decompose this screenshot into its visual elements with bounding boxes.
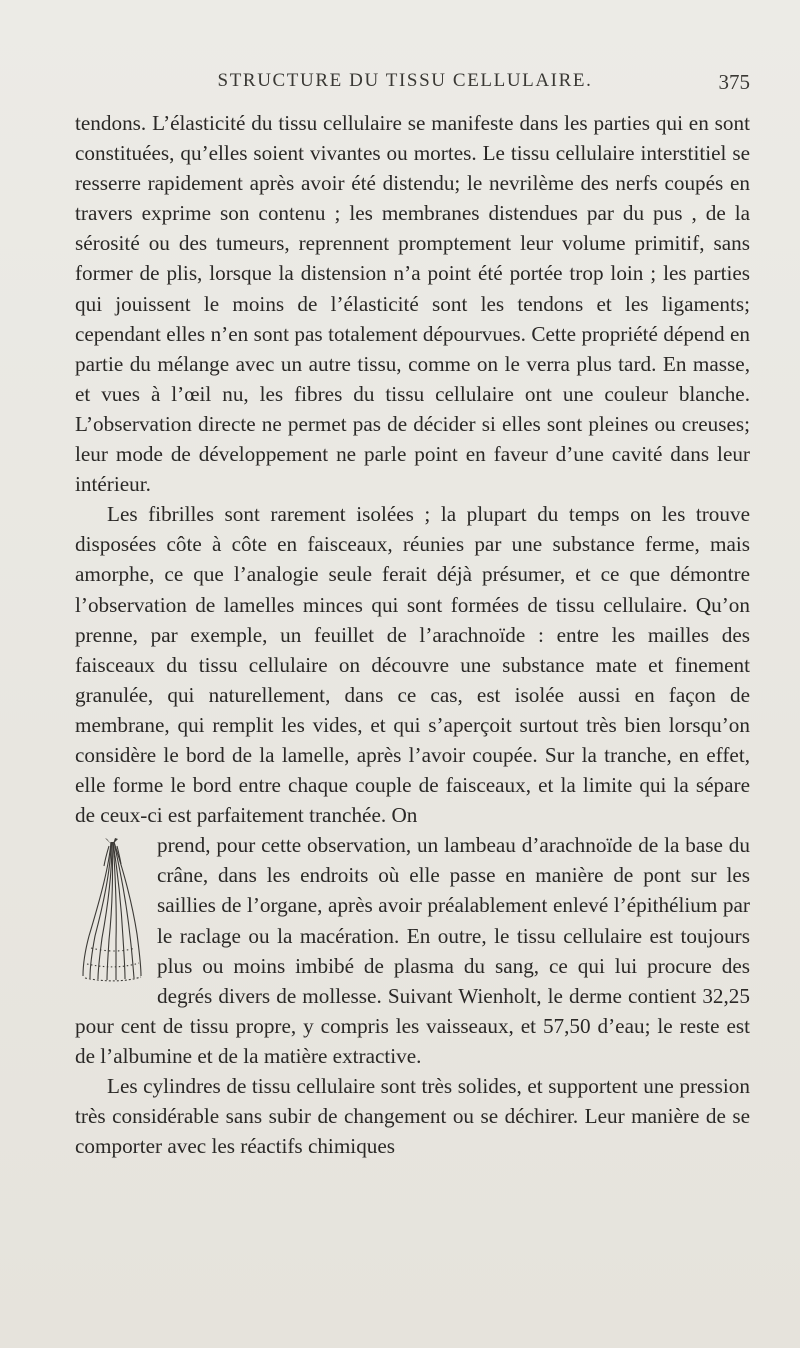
fiber-bundle-icon xyxy=(75,836,147,986)
body-text xyxy=(75,108,750,1161)
paragraph-2-end: prend, pour cette observation, un lambeau d’arachnoïde de la base du crâne, dans les endroits où elle passe en manière de pont sur les saillies de l’organe, après avoir préalablement enlevé l’épithélium par le raclage ou la macération. En outre, le tissu cellulaire est toujours plus ou moins imbibé de plasma du sang, ce qui lui procure des degrés divers de mollesse. Suivant Wienholt, le derme contient 32,25 pour cent de tissu propre, y compris les vaisseaux, et 57,50 d’eau; le reste est de l’albumine et de la matière extractive. xyxy=(75,833,750,1068)
running-head xyxy=(60,70,750,100)
paragraph-2-start: Les fibrilles sont rarement isolées ; la plupart du temps on les trouve disposées côte à côte en faisceaux, réunies par une substance ferme, mais amorphe, ce que l’analogie seule ferait déjà présumer, et ce que démontre l’observation de lamelles minces qui sont formées de tissu cellulaire. Qu’on prenne, par exemple, un feuillet de l’arachnoïde : entre les mailles des faisceaux du tissu cellulaire on découvre une substance mate et finement granulée, qui naturellement, dans ce cas, est isolée aussi en façon de membrane, qui remplit les vides, et qui s’aperçoit surtout très bien lorsqu’on considère le bord de la lamelle, après l’avoir coupée. Sur la tranche, en effet, elle forme le bord entre chaque couple de faisceaux, et la limite qui la sépare de ceux-ci est parfaitement tranchée. On xyxy=(75,502,750,828)
paragraph-1: tendons. L’élasticité du tissu cellulaire se manifeste dans les parties qui en sont constituées, qu’elles soient vivantes ou mortes. Le tissu cellulaire interstitiel se resserre rapidement après avoir été distendu; le nevrilème des nerfs coupés en travers exprime son contenu ; les membranes distendues par du pus , de la sérosité ou des tumeurs, reprennent promptement leur volume primitif, sans former de plis, lorsque la distension n’a point été portée trop loin ; les parties qui jouissent le moins de l’élasticité sont les tendons et les ligaments; cependant elles n’en sont pas totalement dépourvues. Cette propriété dépend en partie du mélange avec un autre tissu, comme on le verra plus tard. En masse, et vues à l’œil nu, les fibres du tissu cellulaire ont une couleur blanche. L’observation directe ne permet pas de décider si elles sont pleines ou creuses; leur mode de développement ne parle point en faveur d’une cavité dans leur intérieur. xyxy=(75,111,750,497)
running-title: STRUCTURE DU TISSU CELLULAIRE. xyxy=(217,70,593,91)
page-number: 375 xyxy=(718,70,750,94)
paragraph-3: Les cylindres de tissu cellulaire sont très solides, et supportent une pression très considérable sans subir de changement ou se déchirer. Leur manière de se comporter avec les réactifs chimiques xyxy=(75,1074,750,1159)
fiber-bundle-figure xyxy=(75,836,147,986)
